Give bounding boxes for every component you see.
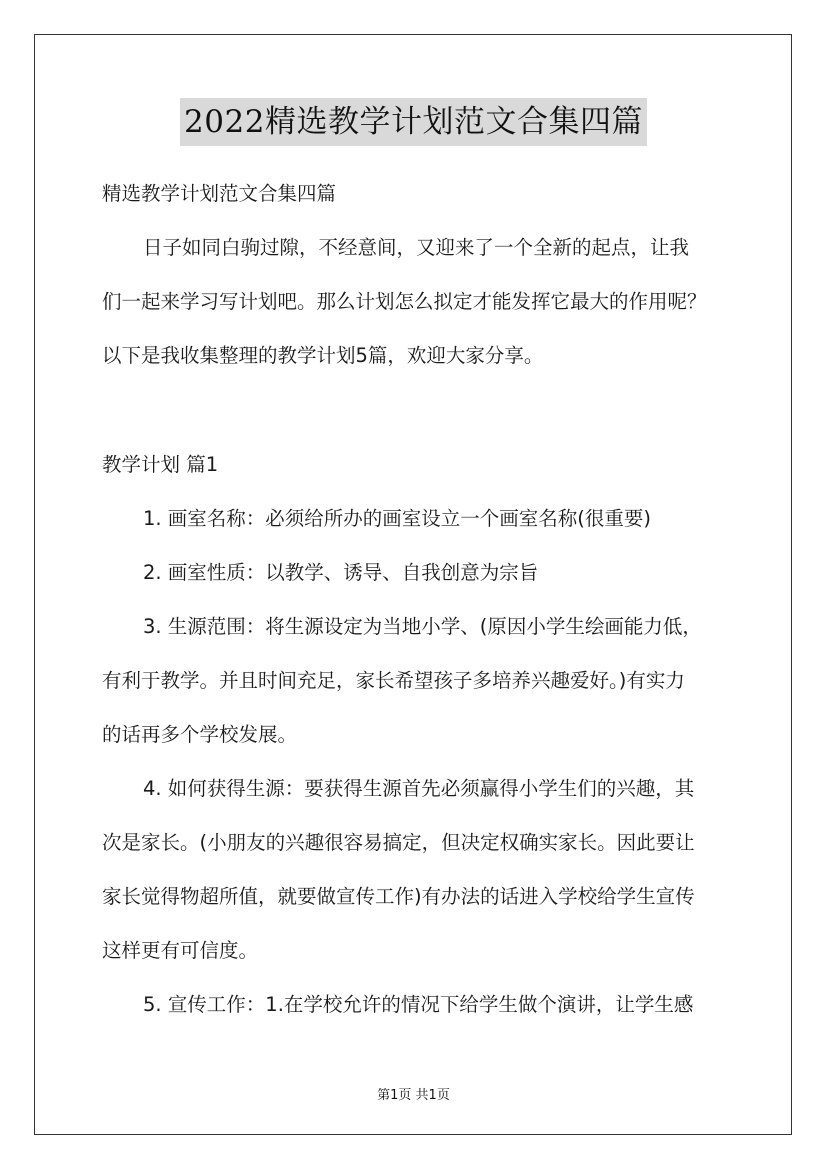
title-container	[0, 98, 827, 146]
item-3-line-3: 的话再多个学校发展。	[102, 723, 298, 746]
item-3-line-1: 3. 生源范围：将生源设定为当地小学、(原因小学生绘画能力低，	[143, 615, 702, 638]
item-4-line-2: 次是家长。(小朋友的兴趣很容易搞定，但决定权确实家长。因此要让	[102, 831, 695, 854]
document-subtitle: 精选教学计划范文合集四篇	[102, 182, 337, 205]
document-title: 2022精选教学计划范文合集四篇	[180, 98, 647, 146]
item-4-line-4: 这样更有可信度。	[102, 939, 259, 962]
section-heading: 教学计划 篇1	[102, 453, 219, 476]
page-footer: 第1页 共1页	[377, 1088, 450, 1103]
intro-line-3: 以下是我收集整理的教学计划5篇，欢迎大家分享。	[102, 344, 544, 367]
item-3-line-2: 有利于教学。并且时间充足，家长希望孩子多培养兴趣爱好。)有实力	[102, 669, 685, 692]
intro-line-1: 日子如同白驹过隙，不经意间，又迎来了一个全新的起点，让我	[143, 236, 690, 259]
item-4-line-3: 家长觉得物超所值，就要做宣传工作)有办法的话进入学校给学生宣传	[102, 885, 695, 908]
item-2-line-1: 2. 画室性质：以教学、诱导、自我创意为宗旨	[143, 561, 539, 584]
item-1-line-1: 1. 画室名称：必须给所办的画室设立一个画室名称(很重要)	[143, 507, 652, 530]
item-4-line-1: 4. 如何获得生源：要获得生源首先必须赢得小学生们的兴趣，其	[143, 777, 695, 800]
item-5-line-1: 5. 宣传工作：1.在学校允许的情况下给学生做个演讲，让学生感	[143, 993, 694, 1016]
intro-line-2: 们一起来学习写计划吧。那么计划怎么拟定才能发挥它最大的作用呢？	[102, 290, 707, 313]
